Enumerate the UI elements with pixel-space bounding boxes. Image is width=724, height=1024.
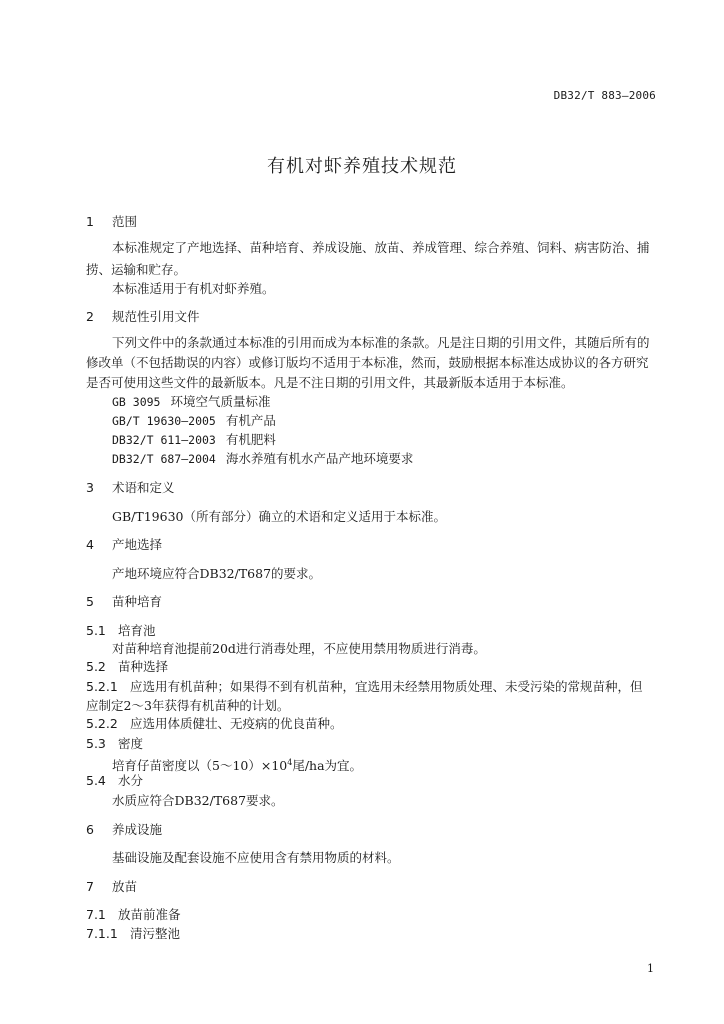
section-number: 2 <box>86 309 94 324</box>
reference-item <box>112 432 682 448</box>
subsection-number: 5.4 <box>86 773 106 788</box>
section-title: 术语和定义 <box>112 480 175 495</box>
reference-item <box>112 394 682 410</box>
section-title: 放苗 <box>112 879 138 894</box>
subsection-number: 7.1 <box>86 907 106 922</box>
section-number: 1 <box>86 214 94 229</box>
clause-text: 应选用体质健壮、无疫病的优良苗种。 <box>130 716 343 731</box>
section-title: 规范性引用文件 <box>112 309 200 324</box>
section-title: 苗种培育 <box>112 594 163 609</box>
reference-code: GB 3095 <box>112 395 161 409</box>
paragraph-line: 下列文件中的条款通过本标准的引用而成为本标准的条款。凡是注日期的引用文件，其随后所有的 <box>112 335 650 350</box>
section-7-heading <box>86 879 656 895</box>
section-number: 6 <box>86 822 94 837</box>
reference-item <box>112 451 682 467</box>
clause-title: 清污整池 <box>130 926 181 941</box>
section-number: 3 <box>86 480 94 495</box>
subsection-5-3-heading <box>86 736 656 752</box>
paragraph-line: 基础设施及配套设施不应使用含有禁用物质的材料。 <box>112 850 400 865</box>
section-2-heading <box>86 309 656 325</box>
standard-code: DB32/T 883—2006 <box>553 89 656 102</box>
section-number: 7 <box>86 879 94 894</box>
reference-name: 有机肥料 <box>225 432 276 447</box>
paragraph-line: 对苗种培育池提前20d进行消毒处理，不应使用禁用物质进行消毒。 <box>112 641 486 656</box>
section-title: 范围 <box>112 214 138 229</box>
section-number: 5 <box>86 594 94 609</box>
subsection-7-1-heading <box>86 907 656 923</box>
paragraph-line: 水质应符合DB32/T687要求。 <box>112 793 284 808</box>
section-6-heading <box>86 822 656 838</box>
subsection-title: 密度 <box>118 736 144 751</box>
density-text-prefix: 培育仔苗密度以（5～10）×10 <box>112 758 288 774</box>
paragraph-line: 修改单（不包括勘误的内容）或修订版均不适用于本标准，然而，鼓励根据本标准达成协议的各方研究 <box>86 355 649 370</box>
section-number: 4 <box>86 537 94 552</box>
clause-7-1-1-heading <box>86 926 656 942</box>
subsection-title: 水分 <box>118 773 144 788</box>
paragraph-line: 本标准适用于有机对虾养殖。 <box>112 281 275 296</box>
subsection-5-4-heading <box>86 773 656 789</box>
paragraph-line: 是否可使用这些文件的最新版本。凡是不注日期的引用文件，其最新版本适用于本标准。 <box>86 375 574 390</box>
subsection-title: 苗种选择 <box>118 659 169 674</box>
paragraph-line: 产地环境应符合DB32/T687的要求。 <box>112 566 322 581</box>
subsection-title: 放苗前准备 <box>118 907 181 922</box>
subsection-5-1-heading <box>86 623 656 639</box>
reference-code: GB/T 19630—2005 <box>112 414 216 428</box>
reference-code: DB32/T 611—2003 <box>112 433 216 447</box>
density-exponent: 4 <box>287 758 293 767</box>
density-text-suffix: 尾/ha为宜。 <box>292 758 363 774</box>
reference-name: 海水养殖有机水产品产地环境要求 <box>225 451 414 466</box>
paragraph-line: GB/T19630（所有部分）确立的术语和定义适用于本标准。 <box>112 509 446 524</box>
reference-name: 有机产品 <box>225 413 276 428</box>
reference-name: 环境空气质量标准 <box>170 394 271 409</box>
section-4-heading <box>86 537 656 553</box>
subsection-number: 5.3 <box>86 736 106 751</box>
subsection-5-2-heading <box>86 659 656 675</box>
clause-text: 应选用有机苗种；如果得不到有机苗种，宜选用未经禁用物质处理、未受污染的常规苗种，但 <box>130 679 643 694</box>
subsection-number: 5.1 <box>86 623 106 638</box>
paragraph-line <box>112 755 682 774</box>
paragraph-line: 应制定2～3年获得有机苗种的计划。 <box>86 698 290 713</box>
section-1-heading <box>86 214 656 230</box>
paragraph-line: 本标准规定了产地选择、苗种培育、养成设施、放苗、养成管理、综合养殖、饲料、病害防治、捕 <box>112 240 650 255</box>
section-5-heading <box>86 594 656 610</box>
paragraph-line: 捞、运输和贮存。 <box>86 262 187 277</box>
clause-5-2-2 <box>86 716 656 732</box>
page-title: 有机对虾养殖技术规范 <box>267 156 457 177</box>
reference-code: DB32/T 687—2004 <box>112 452 216 466</box>
clause-number: 5.2.2 <box>86 716 118 731</box>
section-title: 养成设施 <box>112 822 163 837</box>
section-3-heading <box>86 480 656 496</box>
page-number: 1 <box>647 962 654 975</box>
subsection-title: 培育池 <box>118 623 156 638</box>
subsection-number: 5.2 <box>86 659 106 674</box>
clause-number: 5.2.1 <box>86 679 118 694</box>
clause-5-2-1 <box>86 679 656 695</box>
section-title: 产地选择 <box>112 537 163 552</box>
clause-number: 7.1.1 <box>86 926 118 941</box>
reference-item <box>112 413 682 429</box>
